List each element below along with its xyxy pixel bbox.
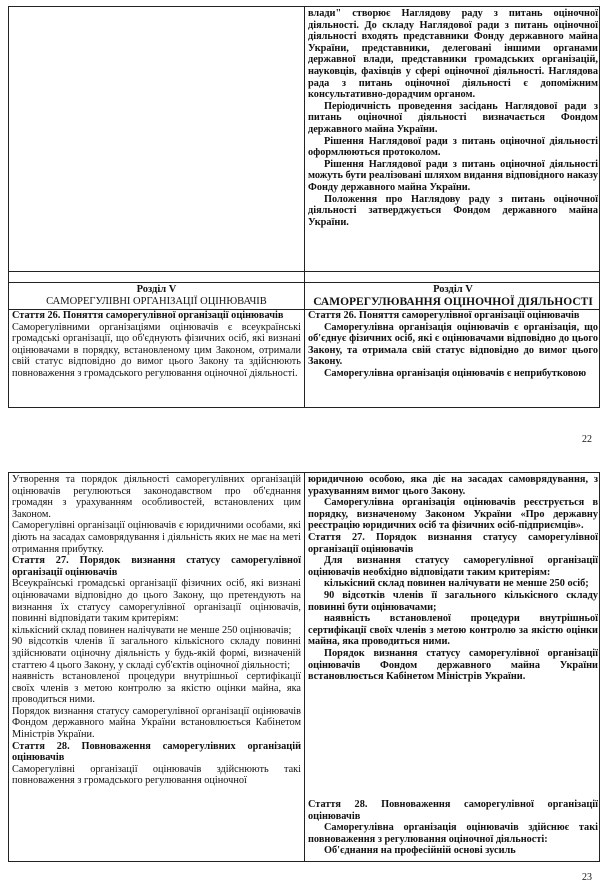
article-heading: Стаття 27. Порядок визнання статусу саморегулівної організації оцінювачів <box>12 555 301 578</box>
page-number: 23 <box>582 872 592 883</box>
right-column <box>305 474 601 683</box>
paragraph: Саморегулівна організація оцінювачів реєструється в порядку, визначеному Законом України «Про державну реєстрацію юридичних осіб та фізичних осіб-підприємців». <box>308 497 598 532</box>
left-section-header <box>9 284 304 308</box>
paragraph: Саморегулівні організації оцінювачів здійснюють такі повноваження з громадського регулювання оціночної <box>12 763 301 787</box>
section-title: САМОРЕГУЛІВНІ ОРГАНІЗАЦІЇ ОЦІНЮВАЧІВ <box>46 296 267 307</box>
article-heading: Стаття 27. Порядок визнання статусу саморегулівної організації оцінювачів <box>308 531 598 555</box>
paragraph: кількісний склад повинен налічувати не менше 250 осіб; <box>324 578 589 590</box>
paragraph: Утворення та порядок діяльності саморегулівних організацій оцінювачів регулюються законодавством про об'єднання громадян з урахуванням особливостей, встановлених цим Законом. <box>12 474 301 520</box>
paragraph: Положення про Наглядову раду з питань оціночної діяльності затверджується Фондом державного майна України. <box>308 193 598 228</box>
paragraph: Всеукраїнські громадські організації фізичних осіб, які визнані оцінювачами відповідно до цього Закону, що претендують на визнання їх статусу саморегулівної організації оцінювачів, повинні відповідати таким критеріям: <box>12 578 301 625</box>
article-heading: Стаття 28. Повноваження саморегулівних організацій оцінювачів <box>12 740 301 764</box>
page-22-table <box>8 6 600 408</box>
paragraph: Саморегулівна організація оцінювачів здійснює такі повноваження з регулювання оціночної діяльності: <box>308 822 598 845</box>
article-heading: Стаття 28. Повноваження саморегулівної організації оцінювачів <box>308 799 598 822</box>
article-heading: Стаття 26. Поняття саморегулівної організації оцінювачів <box>12 310 284 321</box>
paragraph: Порядок визнання статусу саморегулівної організації оцінювачів Фондом державного майна України встановлюється Кабінетом Міністрів України. <box>308 647 598 683</box>
left-article-26 <box>9 310 304 380</box>
supervisory-board-text <box>305 8 601 228</box>
section-title: САМОРЕГУЛЮВАННЯ ОЦІНОЧНОЇ ДІЯЛЬНОСТІ <box>313 296 593 308</box>
paragraph: наявність встановленої процедури внутрішньої сертифікації своїх членів з метою контролю за якістю оцінки майна, яка проводиться ними. <box>308 613 598 648</box>
paragraph: Саморегулівні організації оцінювачів є юридичними особами, які діють на засадах самоврядування і діяльність яких не має на меті отримання прибутку. <box>12 520 301 555</box>
paragraph: Саморегулівна організація оцінювачів є неприбутковою <box>324 367 587 379</box>
row-divider <box>9 271 599 272</box>
right-section-header <box>305 284 601 308</box>
page-23-table <box>8 472 600 862</box>
right-article-26 <box>305 310 601 380</box>
paragraph: 90 відсотків членів її загального кількісного складу повинні бути оцінювачами; <box>308 589 598 613</box>
article-heading: Стаття 26. Поняття саморегулівної організації оцінювачів <box>308 310 580 321</box>
paragraph: наявність встановленої процедури внутрішньої сертифікації своїх членів з метою контролю за якістю оцінки майна, яка проводиться ними. <box>12 671 301 706</box>
paragraph: Рішення Наглядової ради з питань оціночної діяльності оформлюються протоколом. <box>308 135 598 159</box>
left-column <box>9 474 304 787</box>
paragraph: влади" створює Наглядову раду з питань оціночної діяльності. До складу Наглядової ради з питань оціночної діяльності входять представники Фонду державного майна України, представники, делеговані іншими органами державної влади, представники громадських організацій, науковців, фахівців у сфері оціночної діяльності. Наглядова рада з питань оціночної діяльності є допоміжним консультативно-дорадчим органом. <box>308 8 598 101</box>
section-number: Розділ V <box>433 284 473 295</box>
row-divider <box>9 282 599 283</box>
page-number: 22 <box>582 434 592 445</box>
paragraph: 90 відсотків членів її загального кількісного складу повинні здійснювати оціночну діяльність у будь-якій формі, визначеній статтею 4 цього Закону, у складі суб'єктів оціночної діяльності; <box>12 636 301 671</box>
paragraph: Рішення Наглядової ради з питань оціночної діяльності можуть бути реалізовані шляхом видання відповідного наказу Фонду державного майна України. <box>308 158 598 193</box>
section-number: Розділ V <box>136 284 177 295</box>
paragraph: юридичною особою, яка діє на засадах самоврядування, з урахуванням вимог цього Закону. <box>308 474 598 497</box>
paragraph: Об'єднання на професійній основі зусиль <box>324 845 516 857</box>
paragraph: кількісний склад повинен налічувати не менше 250 оцінювачів; <box>12 624 292 636</box>
paragraph: Порядок визнання статусу саморегулівної організації оцінювачів Фондом державного майна України встановлюється Кабінетом Міністрів України. <box>12 705 301 741</box>
right-article-28 <box>305 799 601 857</box>
paragraph: Періодичність проведення засідань Наглядової ради з питань оціночної діяльності визначається Фондом державного майна України. <box>308 100 598 135</box>
paragraph: Для визнання статусу саморегулівної організації оцінювачів необхідно відповідати таким критеріям: <box>308 555 598 578</box>
paragraph: Саморегулівними організаціями оцінювачів є всеукраїнські громадські організації, що об'єднують фізичних осіб, які визнані оцінювачами в порядку, встановленому цим Законом, отримали свій статус відповідно до вимог цього Закону та здійснюють повноваження з громадського регулювання оціночної діяльності. <box>12 321 301 379</box>
paragraph: Саморегулівна організація оцінювачів є організація, що об'єднує фізичних осіб, які є оцінювачами відповідно до цього Закону, та отримала свій статус відповідно до вимог цього Закону. <box>308 321 598 368</box>
